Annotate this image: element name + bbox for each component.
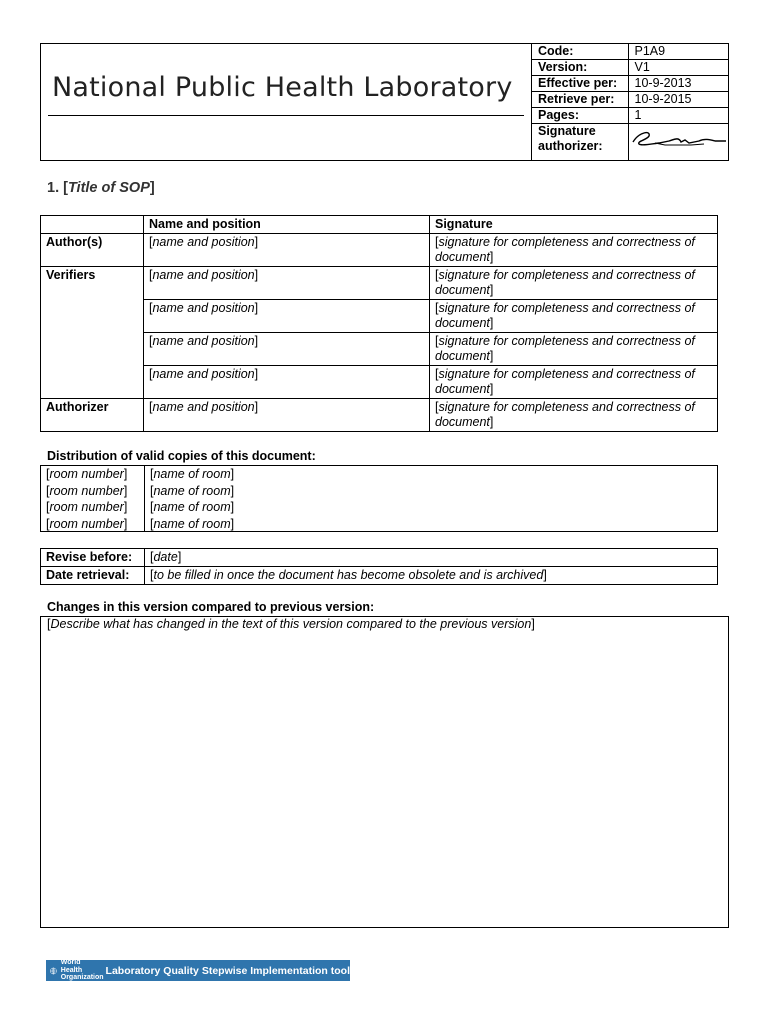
bracket: [ — [435, 367, 439, 381]
list-item: [name of room] — [150, 516, 235, 531]
room-name: name of room — [153, 516, 231, 531]
signature-placeholder: signature for completeness and correctness of document — [435, 268, 695, 297]
signature-cell — [430, 333, 718, 366]
org-line-2: Organization — [60, 974, 104, 982]
distribution-label: Distribution of valid copies of this document: — [47, 449, 316, 463]
bracket: ] — [254, 367, 259, 381]
revise-before-value: [date] — [145, 549, 718, 567]
signature-label-line2: authorizer: — [538, 139, 603, 153]
name-placeholder: name and position — [152, 235, 255, 249]
role-cell — [41, 333, 144, 366]
table-header-row — [41, 216, 718, 234]
meta-key: Retrieve per: — [532, 92, 629, 108]
meta-row-retrieve — [532, 92, 729, 108]
list-item: [room number] — [46, 516, 128, 531]
room-number: room number — [49, 500, 124, 514]
table-row — [41, 234, 718, 267]
bracket: ] — [254, 268, 259, 282]
name-cell — [144, 333, 430, 366]
name-placeholder: name and position — [152, 400, 255, 414]
role-cell: Author(s) — [41, 234, 144, 267]
room-name: name of room — [153, 500, 231, 514]
table-row — [41, 366, 718, 399]
signature-cell — [430, 234, 718, 267]
room-number: room number — [49, 516, 124, 531]
list-item: [room number] — [46, 500, 128, 514]
revision-table — [40, 548, 718, 585]
sop-title-placeholder: Title of SOP — [67, 180, 150, 196]
signature-cell — [628, 124, 729, 161]
list-item: [name of room] — [150, 500, 235, 514]
list-item: [room number] — [46, 467, 128, 481]
bracket: ] — [489, 316, 494, 330]
bracket: [ — [435, 400, 439, 414]
table-row — [41, 300, 718, 333]
bracket: ] — [254, 301, 259, 315]
room-number: room number — [49, 467, 124, 481]
signature-cell — [430, 300, 718, 333]
table-header-cell: Name and position — [144, 216, 430, 234]
meta-row-code — [532, 44, 729, 60]
signature-placeholder: signature for completeness and correctness of document — [435, 334, 695, 363]
role-cell: Authorizer — [41, 399, 144, 432]
signature-cell — [430, 267, 718, 300]
table-row — [41, 549, 718, 567]
sop-title — [47, 180, 155, 196]
table-row — [41, 399, 718, 432]
table-row — [41, 567, 718, 585]
list-item: [name of room] — [150, 483, 235, 498]
meta-value: P1A9 — [628, 44, 729, 60]
table-header-cell — [41, 216, 144, 234]
meta-key: Pages: — [532, 108, 629, 124]
bracket: ] — [489, 349, 494, 363]
bracket: ] — [254, 400, 259, 414]
signature-authorizer-label — [532, 124, 629, 161]
signature-cell — [430, 366, 718, 399]
meta-row-signature — [532, 124, 729, 161]
bracket: ] — [254, 334, 259, 348]
name-cell — [144, 399, 430, 432]
document-meta-table — [531, 43, 729, 160]
tool-name: Laboratory Quality Stepwise Implementation tool — [105, 964, 350, 977]
meta-row-pages — [532, 108, 729, 124]
signature-placeholder: signature for completeness and correctness of document — [435, 301, 695, 330]
handwritten-signature-icon — [629, 124, 729, 156]
signature-placeholder: signature for completeness and correctness of document — [435, 235, 695, 264]
table-row — [41, 267, 718, 300]
distribution-room-names — [150, 466, 234, 532]
meta-key: Code: — [532, 44, 629, 60]
bracket: [ — [149, 400, 153, 414]
name-placeholder: name and position — [152, 268, 255, 282]
changes-placeholder: [Describe what has changed in the text of this version compared to the previous version] — [47, 617, 535, 631]
bracket: ] — [489, 250, 494, 264]
bracket: ] — [489, 382, 494, 396]
meta-row-version — [532, 60, 729, 76]
bracket: [ — [435, 301, 439, 315]
date-placeholder: date — [153, 550, 178, 564]
role-cell — [41, 300, 144, 333]
retrieval-placeholder: to be filled in once the document has become obsolete and is archived — [153, 568, 544, 582]
sop-number: 1. [ — [47, 180, 68, 196]
org-line-1: World Health — [60, 959, 83, 974]
meta-value: V1 — [628, 60, 729, 76]
name-cell — [144, 300, 430, 333]
distribution-room-numbers — [46, 466, 127, 532]
signature-placeholder: signature for completeness and correctness of document — [435, 367, 695, 396]
bracket: ] — [254, 235, 259, 249]
lab-name-title: National Public Health Laboratory — [52, 72, 513, 103]
responsibility-table — [40, 215, 718, 432]
meta-value: 1 — [628, 108, 729, 124]
role-cell: Verifiers — [41, 267, 144, 300]
room-number: room number — [49, 483, 124, 498]
bracket: ] — [489, 283, 494, 297]
name-placeholder: name and position — [152, 367, 255, 381]
changes-placeholder-text: Describe what has changed in the text of this version compared to the previous version — [50, 617, 532, 631]
list-item: [room number] — [46, 483, 128, 498]
name-placeholder: name and position — [152, 301, 255, 315]
bracket: [ — [149, 367, 153, 381]
signature-placeholder: signature for completeness and correctness of document — [435, 400, 695, 429]
table-header-cell: Signature — [430, 216, 718, 234]
table-row — [41, 333, 718, 366]
changes-box — [40, 616, 729, 928]
bracket: ] — [489, 415, 494, 429]
name-cell — [144, 267, 430, 300]
date-retrieval-value: [to be filled in once the document has become obsolete and is archived] — [145, 567, 718, 585]
title-underline — [48, 115, 524, 116]
bracket: [ — [149, 235, 153, 249]
bracket: [ — [435, 334, 439, 348]
who-emblem-icon — [49, 962, 58, 980]
room-name: name of room — [153, 467, 231, 481]
signature-label-line1: Signature — [538, 124, 596, 138]
meta-value: 10-9-2013 — [628, 76, 729, 92]
bracket: [ — [149, 301, 153, 315]
bracket: [ — [435, 235, 439, 249]
bracket: [ — [149, 268, 153, 282]
bracket: [ — [149, 334, 153, 348]
who-org-name — [61, 959, 104, 982]
bracket: [ — [435, 268, 439, 282]
role-cell — [41, 366, 144, 399]
revise-before-label: Revise before: — [41, 549, 145, 567]
signature-cell — [430, 399, 718, 432]
meta-key: Effective per: — [532, 76, 629, 92]
room-name: name of room — [153, 483, 231, 498]
meta-key: Version: — [532, 60, 629, 76]
name-placeholder: name and position — [152, 334, 255, 348]
name-cell — [144, 366, 430, 399]
sop-title-bracket: ] — [149, 180, 155, 196]
meta-row-effective — [532, 76, 729, 92]
name-cell — [144, 234, 430, 267]
meta-value: 10-9-2015 — [628, 92, 729, 108]
who-lqsi-logo — [46, 960, 350, 981]
date-retrieval-label: Date retrieval: — [41, 567, 145, 585]
changes-label: Changes in this version compared to previous version: — [47, 600, 375, 614]
list-item: [name of room] — [150, 467, 235, 481]
